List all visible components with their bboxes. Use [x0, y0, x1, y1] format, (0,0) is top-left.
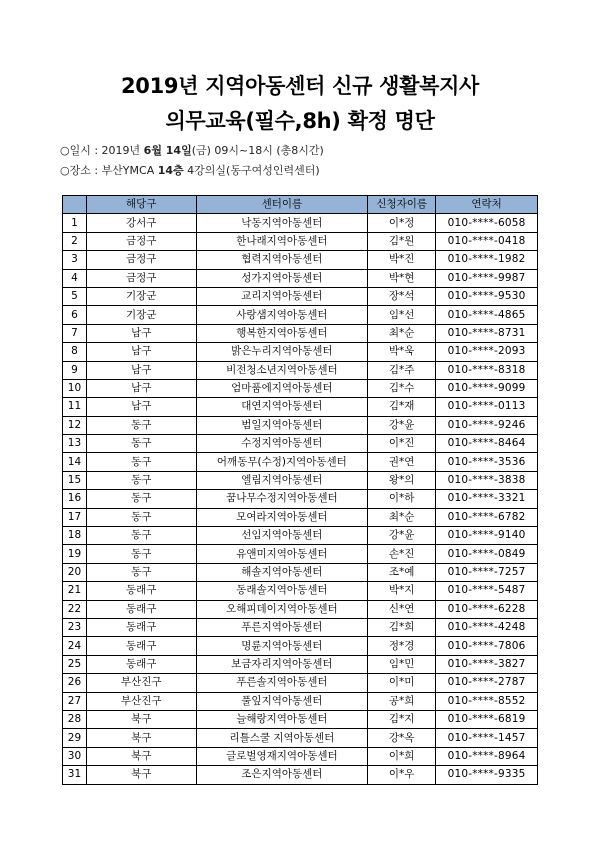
row-contact: 010-****-9099 [436, 379, 538, 397]
row-number: 15 [63, 471, 87, 489]
row-center-name: 엄마품에지역아동센터 [196, 379, 368, 397]
table-row [63, 545, 538, 563]
row-number: 1 [63, 214, 87, 232]
row-district: 북구 [86, 766, 196, 784]
row-number: 18 [63, 527, 87, 545]
row-number: 24 [63, 637, 87, 655]
table-row [63, 306, 538, 324]
row-applicant-name: 이*정 [368, 214, 436, 232]
event-place-info [60, 162, 320, 178]
header-contact: 연락처 [436, 196, 538, 214]
row-applicant-name: 이*희 [368, 747, 436, 765]
row-district: 부산진구 [86, 674, 196, 692]
row-number: 11 [63, 398, 87, 416]
table-row [63, 582, 538, 600]
event-date-bold: 6월 14일 [143, 144, 192, 157]
row-center-name: 선임지역아동센터 [196, 527, 368, 545]
row-number: 3 [63, 251, 87, 269]
row-number: 25 [63, 655, 87, 673]
event-date-suffix: (금) 09시~18시 (총8시간) [191, 144, 324, 157]
row-contact: 010-****-1457 [436, 729, 538, 747]
row-contact: 010-****-5487 [436, 582, 538, 600]
row-district: 동래구 [86, 600, 196, 618]
row-contact: 010-****-9530 [436, 287, 538, 305]
table-row [63, 766, 538, 784]
row-number: 16 [63, 490, 87, 508]
row-center-name: 성가지역아동센터 [196, 269, 368, 287]
row-center-name: 대연지역아동센터 [196, 398, 368, 416]
row-district: 금정구 [86, 232, 196, 250]
row-applicant-name: 강*윤 [368, 416, 436, 434]
row-applicant-name: 김*수 [368, 379, 436, 397]
table-row [63, 600, 538, 618]
row-district: 동래구 [86, 637, 196, 655]
row-center-name: 교리지역아동센터 [196, 287, 368, 305]
row-contact: 010-****-0113 [436, 398, 538, 416]
row-applicant-name: 이*미 [368, 674, 436, 692]
row-district: 동구 [86, 471, 196, 489]
row-contact: 010-****-8464 [436, 435, 538, 453]
row-contact: 010-****-8552 [436, 692, 538, 710]
row-contact: 010-****-0849 [436, 545, 538, 563]
row-contact: 010-****-3838 [436, 471, 538, 489]
row-district: 동구 [86, 490, 196, 508]
row-number: 30 [63, 747, 87, 765]
row-center-name: 늘해랑지역아동센터 [196, 710, 368, 728]
row-applicant-name: 권*연 [368, 453, 436, 471]
row-contact: 010-****-3536 [436, 453, 538, 471]
row-center-name: 행복한지역아동센터 [196, 324, 368, 342]
table-row [63, 214, 538, 232]
row-district: 동래구 [86, 655, 196, 673]
row-number: 4 [63, 269, 87, 287]
row-contact: 010-****-9140 [436, 527, 538, 545]
row-center-name: 동래솔지역아동센터 [196, 582, 368, 600]
row-district: 부산진구 [86, 692, 196, 710]
row-center-name: 수정지역아동센터 [196, 435, 368, 453]
row-number: 23 [63, 618, 87, 636]
table-row [63, 343, 538, 361]
event-date-info [60, 142, 324, 158]
row-applicant-name: 이*우 [368, 766, 436, 784]
row-center-name: 해솔지역아동센터 [196, 563, 368, 581]
header-district: 해당구 [86, 196, 196, 214]
row-contact: 010-****-4865 [436, 306, 538, 324]
table-row [63, 692, 538, 710]
row-applicant-name: 강*윤 [368, 527, 436, 545]
row-center-name: 밝은누리지역아동센터 [196, 343, 368, 361]
row-number: 31 [63, 766, 87, 784]
row-center-name: 글로벌영재지역아동센터 [196, 747, 368, 765]
row-number: 9 [63, 361, 87, 379]
event-date-prefix: ○일시 : 2019년 [60, 144, 144, 157]
table-row [63, 416, 538, 434]
row-contact: 010-****-2787 [436, 674, 538, 692]
row-contact: 010-****-1982 [436, 251, 538, 269]
row-number: 5 [63, 287, 87, 305]
row-district: 동구 [86, 545, 196, 563]
row-applicant-name: 최*순 [368, 324, 436, 342]
row-number: 27 [63, 692, 87, 710]
row-contact: 010-****-2093 [436, 343, 538, 361]
row-applicant-name: 이*진 [368, 435, 436, 453]
table-row [63, 710, 538, 728]
row-district: 기장군 [86, 287, 196, 305]
row-number: 6 [63, 306, 87, 324]
row-district: 동구 [86, 563, 196, 581]
row-center-name: 리틀스쿨 지역아동센터 [196, 729, 368, 747]
row-district: 금정구 [86, 251, 196, 269]
row-contact: 010-****-6819 [436, 710, 538, 728]
row-center-name: 명륜지역아동센터 [196, 637, 368, 655]
row-center-name: 엘림지역아동센터 [196, 471, 368, 489]
row-contact: 010-****-3827 [436, 655, 538, 673]
row-center-name: 범일지역아동센터 [196, 416, 368, 434]
row-district: 남구 [86, 324, 196, 342]
table-row [63, 398, 538, 416]
row-center-name: 사랑샘지역아동센터 [196, 306, 368, 324]
row-applicant-name: 정*경 [368, 637, 436, 655]
row-applicant-name: 김*희 [368, 618, 436, 636]
row-number: 13 [63, 435, 87, 453]
table-row [63, 324, 538, 342]
row-district: 동구 [86, 453, 196, 471]
row-number: 29 [63, 729, 87, 747]
table-row [63, 508, 538, 526]
row-number: 19 [63, 545, 87, 563]
row-center-name: 푸른솔지역아동센터 [196, 674, 368, 692]
table-row [63, 527, 538, 545]
table-row [63, 490, 538, 508]
row-contact: 010-****-6228 [436, 600, 538, 618]
table-row [63, 674, 538, 692]
header-center-name: 센터이름 [196, 196, 368, 214]
row-contact: 010-****-3321 [436, 490, 538, 508]
row-applicant-name: 최*순 [368, 508, 436, 526]
row-number: 12 [63, 416, 87, 434]
row-number: 10 [63, 379, 87, 397]
table-row [63, 435, 538, 453]
table-row [63, 232, 538, 250]
row-applicant-name: 이*하 [368, 490, 436, 508]
row-number: 20 [63, 563, 87, 581]
row-contact: 010-****-7257 [436, 563, 538, 581]
header-applicant-name: 신청자이름 [368, 196, 436, 214]
table-row [63, 379, 538, 397]
table-row [63, 453, 538, 471]
row-applicant-name: 김*주 [368, 361, 436, 379]
row-applicant-name: 강*옥 [368, 729, 436, 747]
table-body [63, 214, 538, 784]
row-district: 북구 [86, 729, 196, 747]
table-row [63, 637, 538, 655]
table-row [63, 655, 538, 673]
row-center-name: 조은지역아동센터 [196, 766, 368, 784]
row-contact: 010-****-8731 [436, 324, 538, 342]
row-center-name: 꿈나무수정지역아동센터 [196, 490, 368, 508]
row-center-name: 어깨동무(수정)지역아동센터 [196, 453, 368, 471]
row-contact: 010-****-9335 [436, 766, 538, 784]
row-number: 21 [63, 582, 87, 600]
row-applicant-name: 박*욱 [368, 343, 436, 361]
row-number: 7 [63, 324, 87, 342]
table-row [63, 729, 538, 747]
row-district: 남구 [86, 343, 196, 361]
event-place-bold: 14층 [157, 164, 184, 177]
table-row [63, 563, 538, 581]
table-row [63, 618, 538, 636]
table-row [63, 471, 538, 489]
row-center-name: 보금자리지역아동센터 [196, 655, 368, 673]
row-district: 동구 [86, 416, 196, 434]
row-applicant-name: 박*지 [368, 582, 436, 600]
row-applicant-name: 임*선 [368, 306, 436, 324]
row-center-name: 오해피데이지역아동센터 [196, 600, 368, 618]
row-district: 동래구 [86, 582, 196, 600]
row-district: 남구 [86, 379, 196, 397]
row-applicant-name: 김*원 [368, 232, 436, 250]
table-header-row [63, 196, 538, 214]
row-district: 동구 [86, 435, 196, 453]
row-number: 17 [63, 508, 87, 526]
row-contact: 010-****-9246 [436, 416, 538, 434]
row-applicant-name: 박*현 [368, 269, 436, 287]
row-district: 남구 [86, 398, 196, 416]
row-contact: 010-****-0418 [436, 232, 538, 250]
row-center-name: 유앤미지역아동센터 [196, 545, 368, 563]
row-district: 동구 [86, 527, 196, 545]
row-center-name: 푸른지역아동센터 [196, 618, 368, 636]
document-title-line1: 2019년 지역아동센터 신규 생활복지사 [120, 74, 480, 98]
row-contact: 010-****-8964 [436, 747, 538, 765]
row-district: 금정구 [86, 269, 196, 287]
row-contact: 010-****-9987 [436, 269, 538, 287]
row-applicant-name: 신*연 [368, 600, 436, 618]
row-applicant-name: 공*희 [368, 692, 436, 710]
row-contact: 010-****-8318 [436, 361, 538, 379]
row-contact: 010-****-6058 [436, 214, 538, 232]
document-title-line2: 의무교육(필수,8h) 확정 명단 [165, 109, 435, 133]
table-row [63, 747, 538, 765]
row-applicant-name: 김*재 [368, 398, 436, 416]
row-district: 북구 [86, 747, 196, 765]
table-row [63, 269, 538, 287]
row-contact: 010-****-4248 [436, 618, 538, 636]
row-center-name: 풀잎지역아동센터 [196, 692, 368, 710]
row-applicant-name: 장*석 [368, 287, 436, 305]
row-contact: 010-****-6782 [436, 508, 538, 526]
header-number [63, 196, 87, 214]
row-district: 기장군 [86, 306, 196, 324]
row-number: 22 [63, 600, 87, 618]
table-row [63, 361, 538, 379]
row-district: 남구 [86, 361, 196, 379]
row-district: 강서구 [86, 214, 196, 232]
row-applicant-name: 조*예 [368, 563, 436, 581]
row-contact: 010-****-7806 [436, 637, 538, 655]
row-applicant-name: 박*진 [368, 251, 436, 269]
row-district: 동구 [86, 508, 196, 526]
row-applicant-name: 김*지 [368, 710, 436, 728]
row-applicant-name: 임*민 [368, 655, 436, 673]
row-number: 8 [63, 343, 87, 361]
row-number: 26 [63, 674, 87, 692]
row-center-name: 한나래지역아동센터 [196, 232, 368, 250]
row-center-name: 비전청소년지역아동센터 [196, 361, 368, 379]
event-place-suffix: 4강의실(동구여성인력센터) [183, 164, 320, 177]
row-center-name: 모여라지역아동센터 [196, 508, 368, 526]
row-applicant-name: 왕*의 [368, 471, 436, 489]
event-place-prefix: ○장소 : 부산YMCA [60, 164, 158, 177]
row-district: 북구 [86, 710, 196, 728]
row-district: 동래구 [86, 618, 196, 636]
row-applicant-name: 손*진 [368, 545, 436, 563]
table-row [63, 287, 538, 305]
row-number: 14 [63, 453, 87, 471]
table-row [63, 251, 538, 269]
row-center-name: 낙동지역아동센터 [196, 214, 368, 232]
participant-table [62, 195, 538, 785]
row-number: 2 [63, 232, 87, 250]
row-center-name: 협력지역아동센터 [196, 251, 368, 269]
row-number: 28 [63, 710, 87, 728]
